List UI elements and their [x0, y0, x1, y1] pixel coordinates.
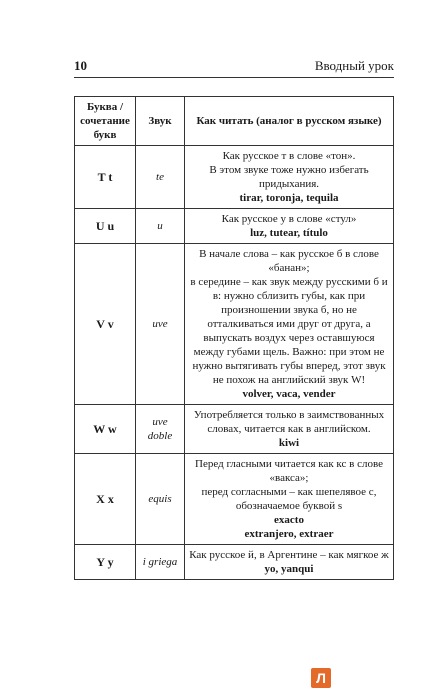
examples-text: luz, tutear, título — [250, 227, 328, 239]
header-divider — [74, 77, 394, 78]
sound-cell: te — [136, 146, 185, 209]
description-text: перед согласными – как шепелявое с, обозначаемое буквой s — [201, 486, 377, 512]
description-text: Как русское й, в Аргентине – как мягкое ж — [189, 549, 389, 561]
letter-cell: U u — [75, 209, 136, 244]
how-to-read-cell — [185, 209, 394, 244]
alphabet-table — [74, 96, 394, 580]
page-header — [74, 58, 394, 78]
letter-cell: T t — [75, 146, 136, 209]
letter-cell: W w — [75, 405, 136, 454]
publisher-logo-icon: Л — [311, 668, 331, 688]
table-header-row — [75, 97, 394, 146]
page-number: 10 — [74, 58, 87, 73]
table-row — [75, 244, 394, 405]
description-text: Перед гласными читается как кс в слове «вакса»; — [195, 458, 383, 484]
how-to-read-cell — [185, 244, 394, 405]
examples-text: exacto extranjero, extraer — [244, 514, 334, 540]
letter-cell: X x — [75, 454, 136, 545]
examples-text: volver, vaca, vender — [242, 388, 336, 400]
column-header-how-to-read: Как читать (аналог в русском языке) — [185, 97, 394, 146]
column-header-sound: Звук — [136, 97, 185, 146]
section-title: Вводный урок — [314, 58, 394, 73]
column-header-letter: Буква / сочетание букв — [75, 97, 136, 146]
description-text: Как русское у в слове «стул» — [221, 213, 357, 225]
sound-cell: equis — [136, 454, 185, 545]
description-text: Как русское т в слове «тон». — [222, 150, 356, 162]
sound-cell: u — [136, 209, 185, 244]
description-text: В этом звуке тоже нужно избегать придыхания. — [209, 164, 369, 190]
table-row — [75, 454, 394, 545]
letter-cell: V v — [75, 244, 136, 405]
how-to-read-cell — [185, 454, 394, 545]
description-text: Употребляется только в заимствованных словах, читается как в английском. — [193, 409, 385, 435]
table-row — [75, 405, 394, 454]
how-to-read-cell — [185, 545, 394, 580]
sound-cell: uve doble — [136, 405, 185, 454]
description-text: В начале слова – как русское б в слове «банан»; — [199, 248, 379, 274]
how-to-read-cell — [185, 405, 394, 454]
letter-cell: Y y — [75, 545, 136, 580]
description-text: в середине – как звук между русскими б и в: нужно сблизить губы, как при произношении звука б, но не отталкиваться ими друг от друга, а выпускать воздух через оставшуюся между губами щель. Важно: при этом не нужно вытягивать губы вперед, этот звук не похож на английский звук W! — [190, 276, 388, 386]
sound-cell: uve — [136, 244, 185, 405]
examples-text: yo, yanqui — [264, 563, 314, 575]
examples-text: tirar, toronja, tequila — [239, 192, 339, 204]
sound-cell: i griega — [136, 545, 185, 580]
table-row — [75, 209, 394, 244]
how-to-read-cell — [185, 146, 394, 209]
table-row — [75, 545, 394, 580]
examples-text: kiwi — [278, 437, 300, 449]
table-row — [75, 146, 394, 209]
